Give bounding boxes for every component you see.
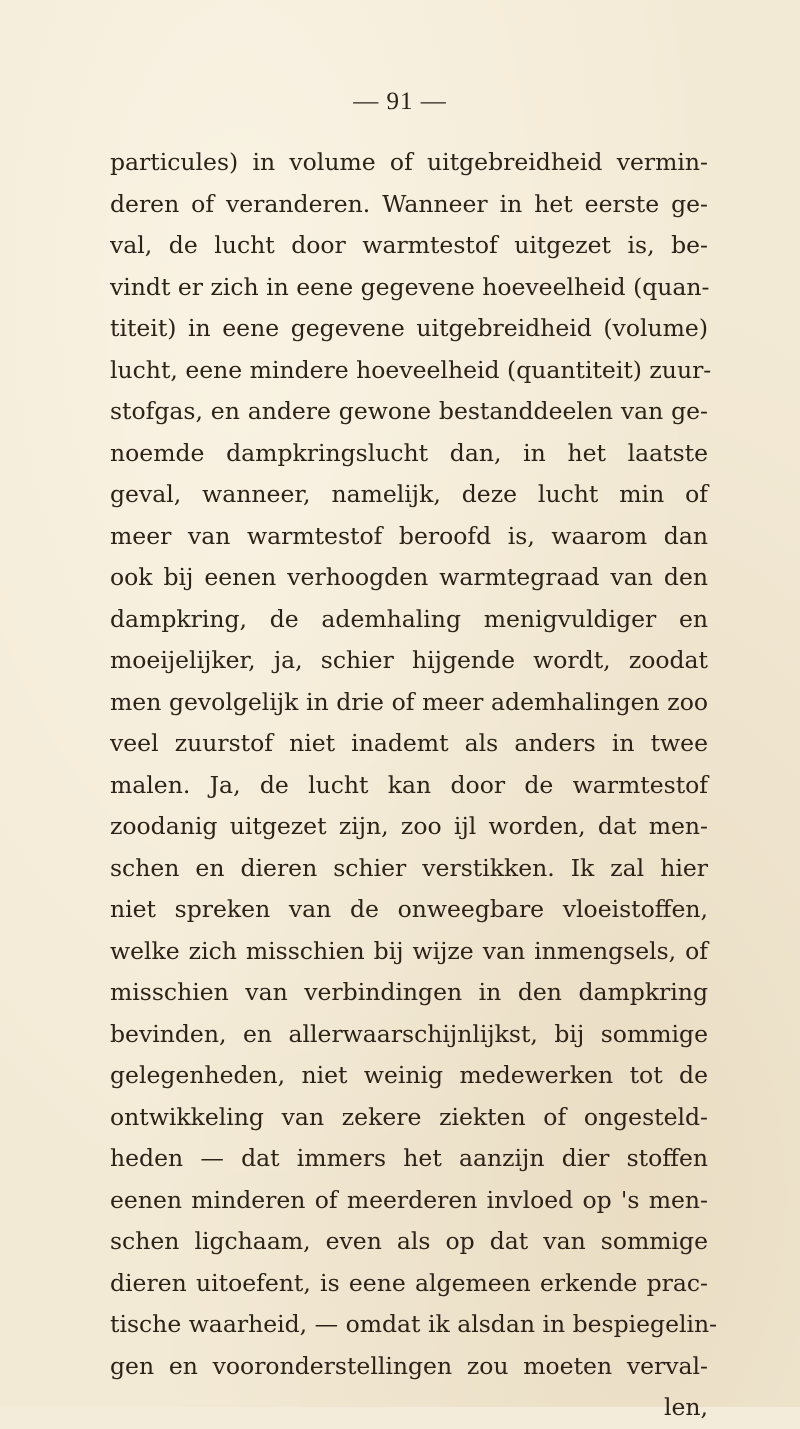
text-line: heden — dat immers het aanzijn dier stoffen: [110, 1144, 708, 1172]
text-line: ook bij eenen verhoogden warmtegraad van den: [110, 563, 708, 591]
body-text: [110, 142, 718, 1429]
text-line: veel zuurstof niet inademt als anders in twee: [110, 729, 708, 757]
text-line: titeit) in eene gegevene uitgebreidheid (volume): [110, 314, 708, 342]
text-line: dieren uitoefent, is eene algemeen erkende prac-: [110, 1268, 708, 1297]
text-line: deren of veranderen. Wanneer in het eerste ge-: [110, 189, 708, 218]
text-line: ontwikkeling van zekere ziekten of ongesteld-: [110, 1102, 708, 1131]
text-line: gen en vooronderstellingen zou moeten verval-: [110, 1351, 708, 1380]
text-line: welke zich misschien bij wijze van inmengsels, of: [110, 936, 708, 965]
text-line: misschien van verbindingen in den dampkring: [110, 978, 708, 1006]
text-line: dampkring, de ademhaling menigvuldiger en: [110, 604, 708, 633]
text-line: lucht, eene mindere hoeveelheid (quantiteit) zuur-: [110, 355, 712, 384]
text-line: val, de lucht door warmtestof uitgezet is, be-: [110, 231, 708, 259]
text-line: men gevolgelijk in drie of meer ademhalingen zoo: [110, 687, 708, 716]
text-line: tische waarheid, — omdat ik alsdan in bespiegelin-: [110, 1310, 718, 1338]
text-line: moeijelijker, ja, schier hijgende wordt, zoodat: [110, 646, 708, 674]
text-line: meer van warmtestof beroofd is, waarom dan: [110, 521, 708, 550]
text-line: stofgas, en andere gewone bestanddeelen van ge-: [110, 397, 708, 425]
text-line: vindt er zich in eene gegevene hoeveelheid (quan-: [110, 272, 710, 301]
text-line: particules) in volume of uitgebreidheid vermin-: [110, 148, 708, 176]
page-number: — 91 —: [353, 88, 447, 115]
text-line: bevinden, en allerwaarschijnlijkst, bij sommige: [110, 1019, 708, 1048]
text-line: gelegenheden, niet weinig medewerken tot de: [110, 1061, 708, 1089]
text-line: eenen minderen of meerderen invloed op 's men-: [110, 1185, 708, 1214]
text-line-last: len,: [663, 1393, 708, 1421]
text-line: noemde dampkringslucht dan, in het laatste: [110, 438, 708, 467]
text-line: niet spreken van de onweegbare vloeistoffen,: [110, 895, 708, 923]
text-line: geval, wanneer, namelijk, deze lucht min of: [110, 480, 708, 508]
text-line: zoodanig uitgezet zijn, zoo ijl worden, dat men-: [110, 812, 708, 840]
text-line: schen en dieren schier verstikken. Ik zal hier: [110, 853, 708, 882]
text-line: schen ligchaam, even als op dat van sommige: [110, 1227, 708, 1255]
text-line: malen. Ja, de lucht kan door de warmtestof: [110, 770, 708, 799]
